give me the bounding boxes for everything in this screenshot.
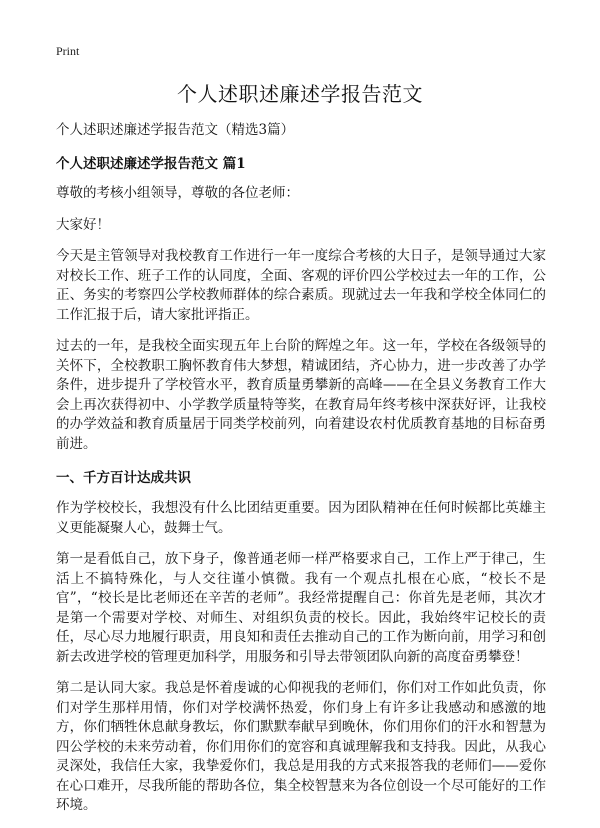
- body-paragraph: 今天是主管领导对我校教育工作进行一年一度综合考核的大日子，是领导通过大家对校长工作、班子工作的认同度，全面、客观的评价四公学校过去一年的工作，公正、务实的考察四公学校教师群体的综合素质。现就过去一年我和学校全体同仁的工作汇报于后，请大家批评指正。: [56, 248, 546, 323]
- section-paragraph: 第二是认同大家。我总是怀着虔诚的心仰视我的老师们，你们对工作如此负责，你们对学生那样用情，你们对学校满怀热爱，你们身上有许多让我感动和感激的地方，你们牺牲休息献身教坛，你们默默奉献早到晚休，你们用你们的汗水和智慧为四公学校的未来劳动着，你们用你们的宽容和真诚理解我和支持我。因此，从我心灵深处，我信任大家，我挚爱你们，我总是用我的方式来报答我的老师们——爱你在心口难开，尽我所能的帮助各位，集全校智慧来为各位创设一个尽可能好的工作环境。: [56, 680, 546, 813]
- body-paragraph: 过去的一年，是我校全面实现五年上台阶的辉煌之年。这一年，学校在各级领导的关怀下，全校教职工胸怀教育伟大梦想，精诚团结，齐心协力，进一步改善了办学条件，进步提升了学校管水平，教育质量勇攀新的高峰——在全县义务教育工作大会上再次获得初中、小学教学质量特等奖，在教育局年终考核中深获好评，让我校的办学效益和教育质量居于同类学校前列，向着建设农村优质教育基地的目标奋勇前进。: [56, 338, 546, 452]
- document-title: 个人述职述廉述学报告范文: [177, 82, 423, 106]
- article-heading: 个人述职述廉述学报告范文 篇1: [56, 156, 246, 172]
- greeting-paragraph: 尊敬的考核小组领导，尊敬的各位老师：: [56, 185, 299, 201]
- document-subtitle: 个人述职述廉述学报告范文（精选3篇）: [56, 122, 295, 138]
- section-heading: 一、千方百计达成共识: [56, 470, 191, 486]
- section-paragraph: 作为学校校长，我想没有什么比团结更重要。因为团队精神在任何时候都比英雄主义更能凝聚人心，鼓舞士气。: [56, 500, 546, 536]
- print-label[interactable]: Print: [56, 44, 80, 58]
- hello-paragraph: 大家好！: [56, 216, 110, 233]
- section-paragraph: 第一是看低自己，放下身子，像普通老师一样严格要求自己，工作上严于律己，生活上不搞特殊化，与人交往谨小慎微。我有一个观点扎根在心底，“校长不是官”，“校长是比老师还在辛苦的老师”。我经常提醒自己：你首先是老师，其次才是第一个需要对学校、对师生、对组织负责的校长。因此，我始终牢记校长的责任，尽心尽力地履行职责，用良知和责任去推动自己的工作为断向前，用学习和创新去改进学校的管理更加科学，用服务和引导去带领团队向新的高度奋勇攀登！: [56, 551, 546, 665]
- document-body: [56, 118, 546, 828]
